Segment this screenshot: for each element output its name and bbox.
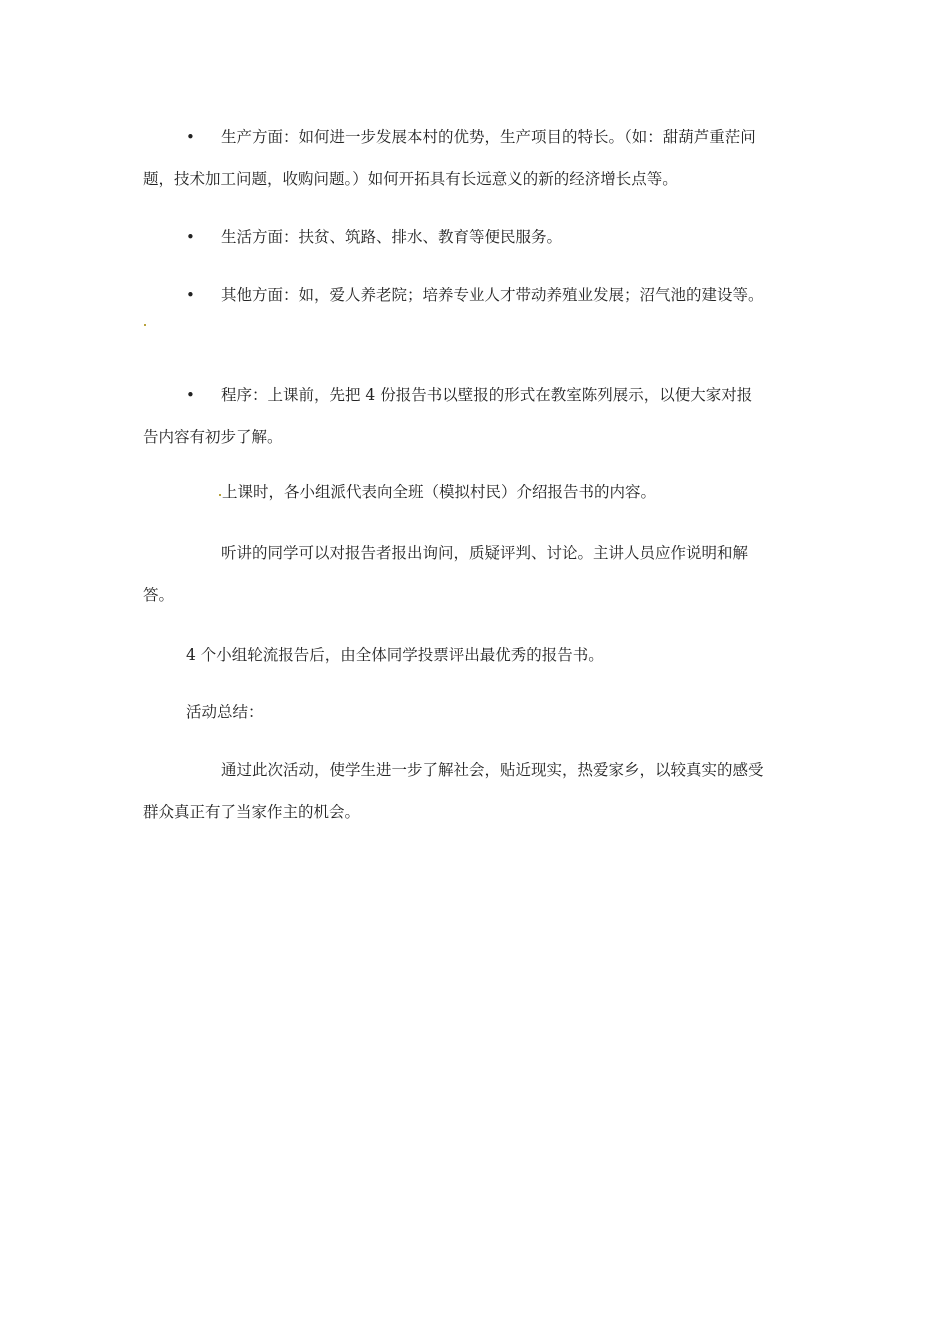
item-4-line-1: 程序：上课前，先把 4 份报告书以壁报的形式在教室陈列展示，以便大家对报 xyxy=(221,386,753,404)
item-1-line-1: 生产方面：如何进一步发展本村的优势，生产项目的特长。（如：甜葫芦重茫问 xyxy=(221,128,756,146)
item-1-line-2: 题，技术加工问题，收购问题。）如何开拓具有长远意义的新的经济增长点等。 xyxy=(143,170,678,188)
bullet-4: • xyxy=(186,386,195,404)
paragraph-discussion-line-1: 听讲的同学可以对报告者报出询问，质疑评判、讨论。主讲人员应作说明和解 xyxy=(221,544,749,562)
bullet-1: • xyxy=(186,128,195,146)
bullet-3: • xyxy=(186,286,195,304)
summary-heading: 活动总结： xyxy=(186,703,264,721)
summary-line-2: 群众真正有了当家作主的机会。 xyxy=(143,803,361,821)
stray-mark xyxy=(144,324,146,326)
bullet-2: • xyxy=(186,228,195,246)
paragraph-voting: 4 个小组轮流报告后，由全体同学投票评出最优秀的报告书。 xyxy=(186,646,604,664)
item-4-line-2: 告内容有初步了解。 xyxy=(143,428,283,446)
item-3-line-1: 其他方面：如，爱人养老院；培养专业人才带动养殖业发展；沼气池的建设等。 xyxy=(221,286,764,304)
stray-mark xyxy=(219,494,221,496)
summary-line-1: 通过此次活动，使学生进一步了解社会，贴近现实，热爱家乡，以较真实的感受 xyxy=(221,761,764,779)
item-2-line-1: 生活方面：扶贫、筑路、排水、教育等便民服务。 xyxy=(221,228,563,246)
paragraph-class-intro: 上课时，各小组派代表向全班（模拟村民）介绍报告书的内容。 xyxy=(222,483,657,501)
paragraph-discussion-line-2: 答。 xyxy=(143,586,175,604)
